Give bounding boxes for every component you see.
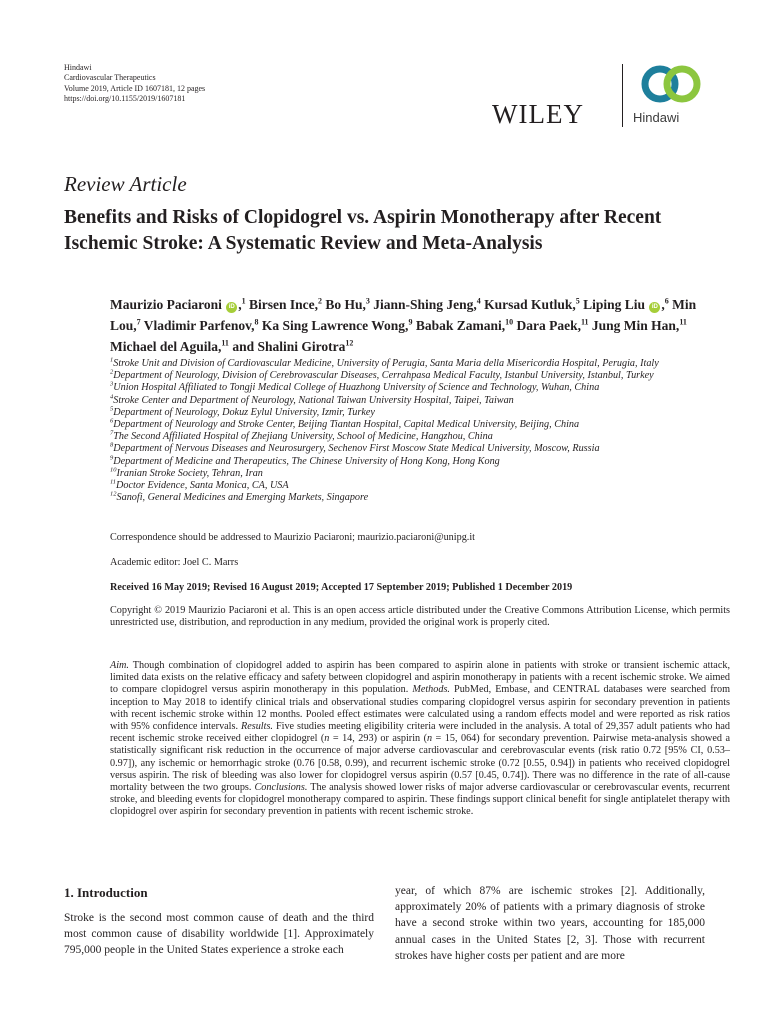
volume-info: Volume 2019, Article ID 1607181, 12 pages [64, 83, 206, 93]
abstract [110, 660, 730, 819]
n-symbol: n [324, 733, 330, 745]
affiliation-text: Department of Neurology, Division of Cerebrovascular Diseases, Cerrahpasa Medical Faculty, Istanbul University, Istanbul, Turkey [113, 370, 654, 382]
journal-name: Cardiovascular Therapeutics [64, 73, 156, 83]
affiliation-number: 3 [110, 381, 114, 389]
journal-masthead [64, 63, 205, 104]
author-affiliation-number: 11 [580, 317, 589, 327]
affiliation-number: 10 [110, 466, 117, 474]
correspondence: Correspondence should be addressed to Maurizio Paciaroni; maurizio.paciaroni@unipg.it [110, 532, 475, 543]
author-name: Maurizio Paciaroni [110, 297, 222, 312]
author-affiliation-number: 11 [679, 317, 687, 327]
author-name: Jung Min Han, [591, 318, 680, 333]
abstract-aim-label: Aim. [110, 660, 129, 671]
abstract-results-c: = 15, 064) for secondary prevention. Pairwise meta-analysis showed a statistically significant risk reduction in the occurrence of major adverse cardiovascular and cerebrovascular events (risk ratio 0.72 [95% CI, 0.53–0.97]), any ischemic or hemorrhagic stroke (0.76 [0.58, 0.99), and recurrent ischemic stroke (0.72 [0.55, 0.94]) in patients who received clopidogrel versus aspirin. The risk of bleeding was also lower for clopidogrel versus aspirin (0.57 [0.45, 0.74]). There was no difference in the rate of all-cause mortality between the two groups. [110, 733, 730, 794]
author-name: Jiann-Shing Jeng, [373, 297, 477, 312]
author-affiliation-number: 12 [345, 338, 354, 348]
affiliation-text: Department of Neurology and Stroke Center, Beijing Tiantan Hospital, Capital Medical University, Beijing, China [113, 419, 580, 431]
affiliation-text: Doctor Evidence, Santa Monica, CA, USA [116, 480, 289, 492]
affiliation-item [110, 395, 730, 407]
author-affiliation-number: 1 [241, 296, 246, 306]
affiliation-text: Department of Nervous Diseases and Neurosurgery, Sechenov First Moscow State Medical University, Moscow, Russia [113, 443, 600, 455]
affiliation-item [110, 370, 730, 382]
author-name: Min Lou, [110, 297, 697, 333]
abstract-results-a: Five studies meeting eligibility criteria were included in the analysis. A total of 29,357 adult patients who had recent ischemic stroke received either clopidogrel ( [110, 721, 730, 745]
affiliation-text: Department of Neurology, Dokuz Eylul University, Izmir, Turkey [113, 406, 375, 418]
abstract-conclusions-label: Conclusions. [254, 782, 308, 794]
affiliation-number: 8 [110, 442, 114, 450]
affiliation-number: 4 [110, 393, 114, 401]
affiliation-item [110, 407, 730, 419]
author-affiliation-number: 5 [575, 296, 580, 306]
author-name: Babak Zamani, [415, 318, 506, 333]
author-name: Kursad Kutluk, [484, 297, 576, 312]
affiliation-item [110, 431, 730, 443]
author-name: Bo Hu, [325, 297, 366, 312]
orcid-icon[interactable]: iD [226, 302, 237, 313]
wiley-logo: WILEY [492, 99, 584, 129]
author-affiliation-number: 4 [476, 296, 481, 306]
affiliation-number: 1 [110, 356, 114, 364]
affiliation-item [110, 456, 730, 468]
doi-link[interactable]: https://doi.org/10.1155/2019/1607181 [64, 93, 186, 103]
affiliation-item [110, 443, 730, 455]
author-name: Dara Paek, [516, 318, 581, 333]
affiliation-number: 7 [110, 429, 114, 437]
article-title: Benefits and Risks of Clopidogrel vs. Aspirin Monotherapy after Recent Ischemic Stroke: A Systematic Review and Meta-Analysis [64, 207, 662, 254]
publisher-name: Hindawi [64, 63, 92, 72]
introduction-heading: 1. Introduction [64, 885, 148, 900]
abstract-conclusions: The analysis showed lower risks of major adverse cardiovascular or cerebrovascular events, recurrent stroke, and bleeding events for clopidogrel monotherapy compared to aspirin. These findings support clinical benefit for single antiplatelet therapy with clopidogrel over aspirin for secondary prevention in patients with recent ischemic stroke. [110, 782, 730, 818]
affiliation-text: Stroke Center and Department of Neurology, National Taiwan University Hospital, Taipei, Taiwan [113, 394, 514, 406]
affiliation-item [110, 419, 730, 431]
author-affiliation-number: 10 [505, 317, 514, 327]
introduction-left-column: Stroke is the second most common cause of death and the third most common cause of disability worldwide [1]. Approximately 795,000 people in the United States experience a stroke each [64, 912, 374, 957]
affiliation-number: 2 [110, 368, 114, 376]
author-affiliation-number: 9 [408, 317, 413, 327]
article-type: Review Article [64, 172, 187, 196]
author-affiliation-number: 7 [136, 317, 141, 327]
author-affiliation-number: 2 [317, 296, 322, 306]
affiliation-item [110, 468, 730, 480]
affiliation-number: 6 [110, 417, 114, 425]
author-affiliation-number: 3 [365, 296, 370, 306]
introduction-right-column: year, of which 87% are ischemic strokes [2]. Additionally, approximately 20% of patients with a primary diagnosis of stroke have a second stroke within two years, accounting for 185,000 annual cases in the United States [2, 3]. Those with recurrent strokes have higher costs per patient and are more [395, 885, 705, 962]
author-affiliation-number: 8 [254, 317, 259, 327]
author-name: Vladimir Parfenov, [143, 318, 255, 333]
abstract-methods: PubMed, Embase, and CENTRAL databases were searched from inception to May 2018 to identify clinical trials and observational studies comparing clopidogrel versus aspirin for secondary prevention in patients with recent ischemic stroke within 12 months. Pooled effect estimates were calculated using a random effects model and were reported as risk ratios with 95% confidence intervals. [110, 684, 730, 733]
author-affiliation-number: 11 [221, 338, 229, 348]
affiliation-item [110, 480, 730, 492]
affiliation-text: Union Hospital Affiliated to Tongji Medical College of Huazhong University of Science and Technology, Wuhan, China [113, 382, 600, 394]
orcid-icon[interactable]: iD [649, 302, 660, 313]
affiliation-list [110, 358, 730, 504]
affiliation-item [110, 358, 730, 370]
author-name: Ka Sing Lawrence Wong, [261, 318, 409, 333]
author-affiliation-number: 6 [664, 296, 669, 306]
author-name: and Shalini Girotra [232, 339, 346, 354]
abstract-methods-label: Methods. [412, 684, 450, 696]
affiliation-text: Department of Medicine and Therapeutics, The Chinese University of Hong Kong, Hong Kong [113, 455, 500, 467]
affiliation-text: Stroke Unit and Division of Cardiovascular Medicine, University of Perugia, Santa Maria della Misericordia Hospital, Perugia, Italy [113, 358, 659, 369]
abstract-results-label: Results. [241, 721, 273, 733]
logo-divider [622, 64, 623, 127]
author-name: Birsen Ince, [248, 297, 318, 312]
hindawi-logo-icon [637, 62, 705, 106]
hindawi-wordmark: Hindawi [633, 110, 680, 125]
affiliation-item [110, 492, 730, 504]
affiliation-text: Sanofi, General Medicines and Emerging Markets, Singapore [116, 492, 369, 504]
affiliation-number: 9 [110, 454, 114, 462]
abstract-results-b: = 14, 293) or aspirin ( [329, 733, 427, 745]
affiliation-item [110, 382, 730, 394]
copyright-notice: Copyright © 2019 Maurizio Paciaroni et al. This is an open access article distributed under the Creative Commons Attribution License, which permits unrestricted use, distribution, and reproduction in any medium, provided the original work is properly cited. [110, 605, 730, 629]
affiliation-number: 5 [110, 405, 114, 413]
affiliation-number: 11 [110, 478, 117, 486]
n-symbol: n [426, 733, 433, 745]
academic-editor: Academic editor: Joel C. Marrs [110, 557, 239, 568]
author-name: Michael del Aguila, [110, 339, 222, 354]
author-name: Liping Liu [583, 297, 646, 312]
affiliation-text: The Second Affiliated Hospital of Zhejiang University, School of Medicine, Hangzhou, China [113, 431, 493, 443]
author-list: Maurizio Paciaroni iD ,$^1$ Birsen Ince,$^2$ Bo Hu,$^3$ Jiann-Shing Jeng,$^4$ Kursad Kutluk,$^5$ Liping Liu iD ,$^6$ Min Lou,$^7$ Vladimir Parfenov,$^8$ Ka Sing Lawrence Wong,$^9$ Babak Zamani,$^{10}$ Dara Paek,$^{11}$ Jung Min Han,$^{11}$ Michael del Aguila,$^{11}$ and Shalini Girotra$^{12}$ [110, 296, 697, 354]
abstract-aim: Though combination of clopidogrel added to aspirin has been compared to aspirin alone in patients with stroke or transient ischemic attack, limited data exists on the relative efficacy and safety between clopidogrel and aspirin monotherapy in patients with a recent ischemic stroke. We aimed to compare clopidogrel versus aspirin monotherapy in this population. [110, 660, 730, 696]
affiliation-text: Iranian Stroke Society, Tehran, Iran [116, 467, 263, 479]
affiliation-number: 12 [110, 490, 117, 498]
publication-dates: Received 16 May 2019; Revised 16 August 2019; Accepted 17 September 2019; Published 1 December 2019 [110, 582, 573, 593]
